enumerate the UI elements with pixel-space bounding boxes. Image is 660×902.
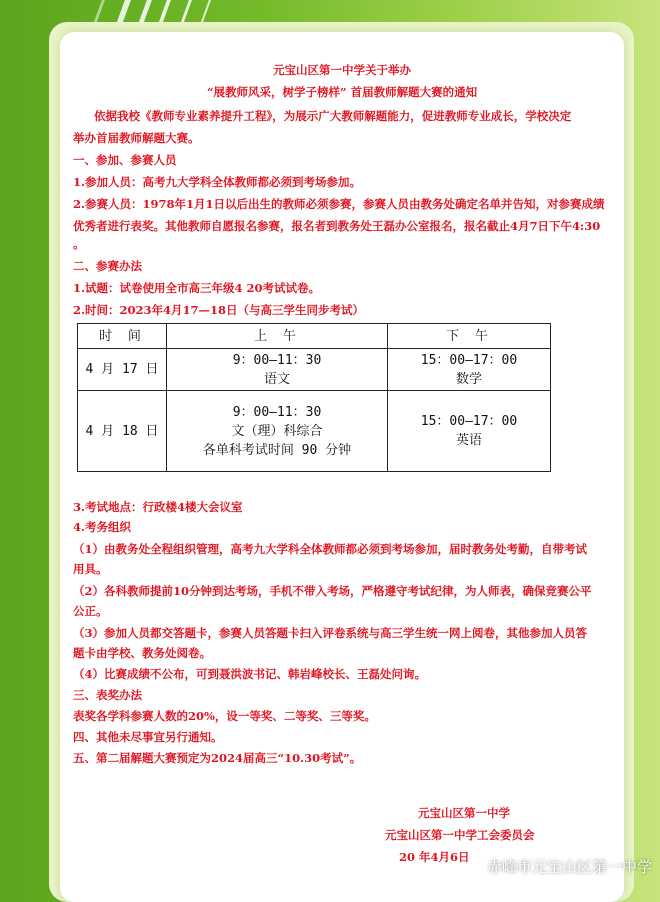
- exam-time: 9：00—11：30: [232, 352, 322, 368]
- paragraph: 1.参加人员：高考九大学科全体教师都必须到考场参加。: [73, 175, 362, 189]
- section-heading: 一、参加、参赛人员: [73, 153, 177, 167]
- paragraph: 2.时间：2023年4月17—18日（与高三学生同步考试）: [73, 303, 365, 317]
- table-cell-morning: [167, 349, 388, 391]
- table-cell-date: 4 月 18 日: [78, 391, 167, 472]
- signature-school: 元宝山区第一中学: [418, 806, 510, 820]
- exam-subject: 语文: [263, 371, 290, 387]
- section-heading: 四、其他未尽事宜另行通知。: [73, 730, 223, 744]
- paragraph: 1.试题：试卷使用全市高三年级4 20考试试卷。: [73, 281, 321, 295]
- section-heading: 三、表奖办法: [73, 688, 142, 702]
- paragraph: （3）参加人员都交答题卡，参赛人员答题卡扫入评卷系统与高三学生统一网上阅卷，其他参加人员答: [73, 626, 587, 640]
- exam-time: 15：00—17：00: [420, 352, 518, 368]
- intro-text: 依据我校《教师专业素养提升工程》，为展示广大教师解题能力，促进教师专业成长，学校决定: [94, 109, 572, 123]
- table-row: [78, 349, 551, 391]
- paragraph: 。: [73, 237, 85, 251]
- wechat-icon: [442, 861, 462, 879]
- notice-title: 元宝山区第一中学关于举办: [273, 63, 411, 77]
- exam-time: 15：00—17：00: [420, 414, 518, 429]
- exam-subject: 数学: [455, 371, 482, 387]
- paragraph: （1）由教务处全程组织管理，高考九大学科全体教师都必须到考场参加，届时教务处考勤，自带考试: [73, 542, 587, 556]
- paragraph: 题卡由学校、教务处阅卷。: [73, 646, 211, 660]
- paragraph: 优秀者进行表奖。其他教师自愿报名参赛，报名者到教务处王磊办公室报名，报名截止4月7日下午4:30: [73, 219, 601, 233]
- exam-time: 9：00—11：30: [232, 404, 322, 420]
- section-heading: 五、第二届解题大赛预定为2024届高三“10.30考试”。: [73, 751, 362, 765]
- intro-text: 举办首届教师解题大赛。: [73, 131, 200, 145]
- paragraph: 用具。: [73, 562, 108, 576]
- table-header-time: 时 间: [78, 324, 167, 349]
- section-heading: 二、参赛办法: [73, 259, 142, 273]
- paragraph: 2.参赛人员：1978年1月1日以后出生的教师必须参赛，参赛人员由教务处确定名单并告知，对参赛成绩: [73, 197, 605, 211]
- paragraph: 表奖各学科参赛人数的20%，设一等奖、二等奖、三等奖。: [73, 709, 376, 723]
- notice-subtitle: “展教师风采，树学子榜样” 首届教师解题大赛的通知: [206, 85, 478, 99]
- table-row: [78, 391, 551, 472]
- signature-union: 元宝山区第一中学工会委员会: [385, 828, 535, 842]
- exam-subject: 文（理）科综合: [231, 423, 323, 439]
- table-cell-afternoon: [388, 391, 551, 472]
- watermark-account: 赤峰市元宝山区第一中学: [486, 858, 652, 876]
- table-header-morning: 上 午: [167, 324, 388, 349]
- table-cell-morning: [167, 391, 388, 472]
- notice-date: 20 年4月6日: [399, 850, 470, 864]
- paragraph: 4.考务组织: [73, 520, 132, 534]
- exam-subject: 英语: [455, 433, 482, 448]
- paragraph: 3.考试地点：行政楼4楼大会议室: [73, 500, 243, 514]
- table-cell-afternoon: [388, 349, 551, 391]
- exam-schedule-table: [77, 323, 551, 472]
- table-cell-date: 4 月 17 日: [78, 349, 167, 391]
- exam-note: 各单科考试时间 90 分钟: [202, 442, 352, 458]
- paragraph: 公正。: [73, 604, 108, 618]
- paragraph: （4）比赛成绩不公布，可到聂洪波书记、韩岩峰校长、王磊处问询。: [73, 667, 426, 681]
- paragraph: （2）各科教师提前10分钟到达考场，手机不带入考场，严格遵守考试纪律，为人师表，确保竞赛公平: [73, 584, 592, 598]
- table-header-afternoon: 下 午: [388, 324, 551, 349]
